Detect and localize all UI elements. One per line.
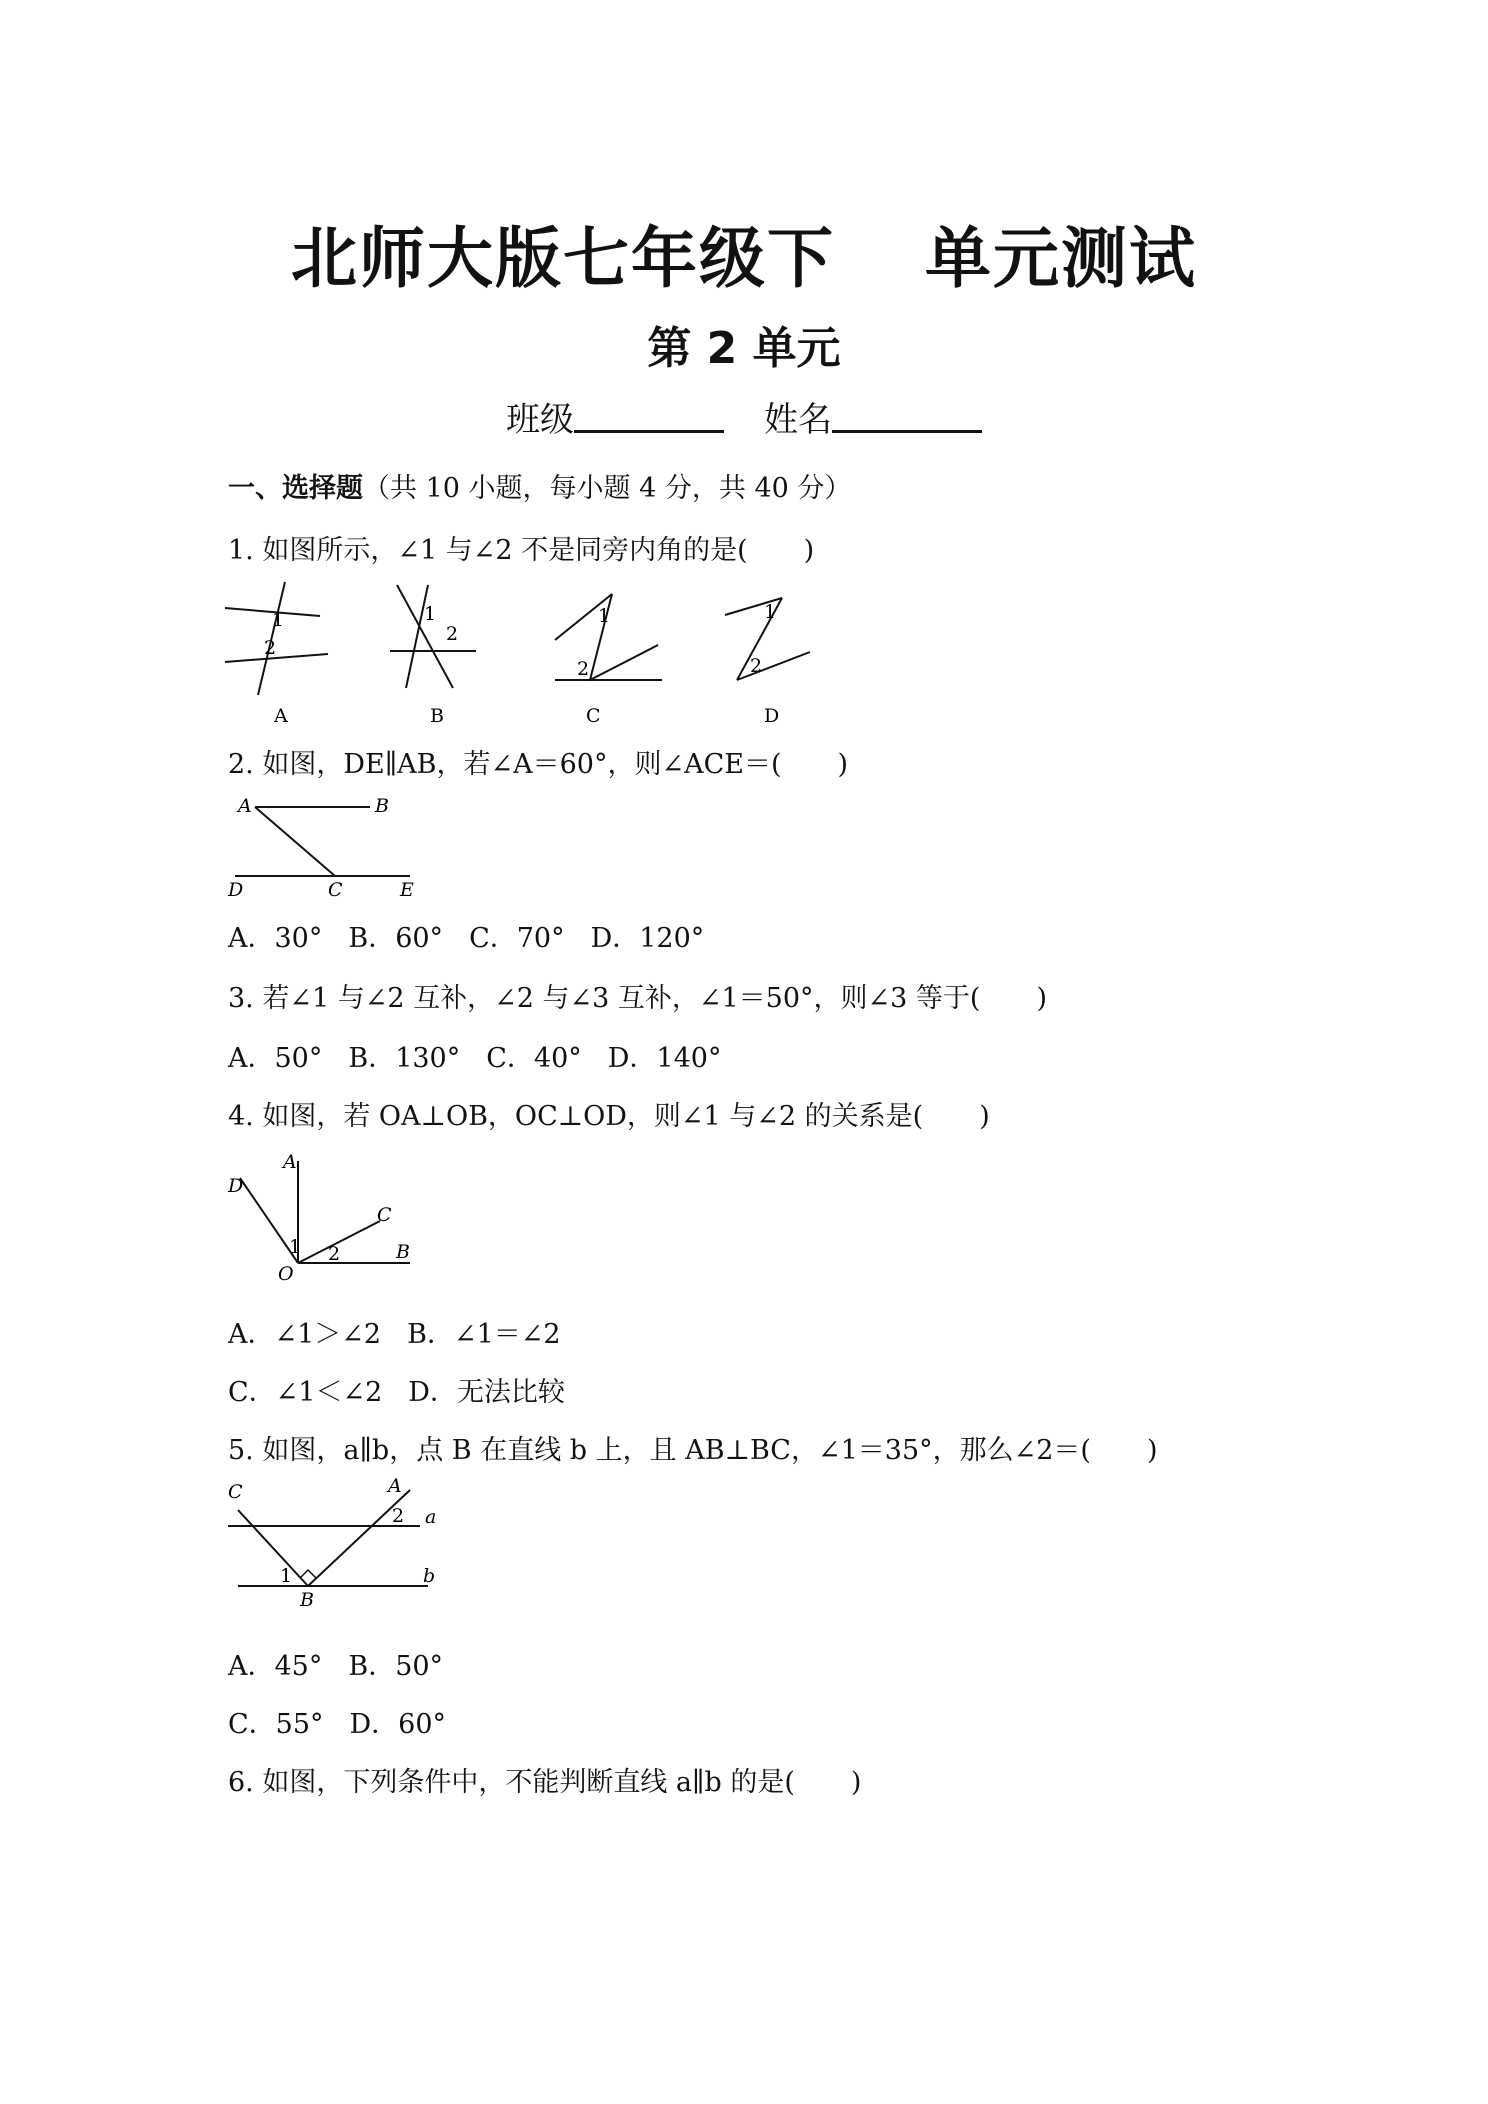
question-4 [228,1094,990,1133]
q3-option-b[interactable]: B．130° [348,1043,461,1074]
fig1c-label: C [586,705,601,727]
unit-subtitle: 第 2 单元 [647,323,841,374]
q5-line-b: b [423,1565,436,1587]
question-1-close: ) [803,535,815,566]
fig1b-angle2: 2 [446,623,459,645]
question-3 [228,976,1047,1015]
q5-option-b[interactable]: B．50° [348,1651,444,1682]
figure-1c [555,594,662,727]
figure-1a [225,582,328,727]
question-4-close: ) [979,1101,990,1132]
question-4-options-row2 [228,1370,591,1409]
question-5-options-row2 [228,1702,472,1741]
question-3-close: ) [1036,983,1047,1014]
q3-option-a[interactable]: A．50° [228,1043,323,1074]
q4-point-d: D [228,1175,244,1197]
q5-point-c: C [228,1481,243,1503]
q5-option-c[interactable]: C．55° [228,1709,324,1740]
question-4-stem: 4. 如图，若 OA⊥OB，OC⊥OD，则∠1 与∠2 的关系是( [228,1101,924,1132]
page-title [0,205,1488,300]
question-2 [228,742,848,781]
q4-point-b: B [396,1241,410,1263]
question-1-stem: 1. 如图所示，∠1 与∠2 不是同旁内角的是( [228,535,748,566]
q5-point-b: B [300,1589,314,1611]
q4-option-b[interactable]: B．∠1＝∠2 [407,1319,561,1350]
fig1a-label: A [274,705,288,727]
q4-option-c[interactable]: C．∠1＜∠2 [228,1377,383,1408]
question-4-options-row1 [228,1312,587,1351]
figure-1d [725,598,810,727]
question-2-stem: 2. 如图，DE∥AB，若∠A＝60°，则∠ACE＝( [228,749,782,780]
q4-angle2: 2 [328,1243,341,1265]
name-label: 姓名 [764,400,832,440]
question-1-figures [220,580,840,730]
fig1d-angle1: 1 [764,601,777,623]
q2-option-b[interactable]: B．60° [348,923,444,954]
q2-point-a: A [238,795,252,817]
q5-angle1: 1 [280,1565,293,1587]
q4-point-o: O [278,1263,294,1281]
student-info-line [0,392,1488,441]
fig1c-angle1: 1 [598,605,611,627]
q3-option-c[interactable]: C．40° [486,1043,582,1074]
figure-1b [390,585,476,727]
question-6-close: ) [850,1767,862,1798]
class-blank[interactable] [574,396,724,433]
section-title: 一、选择题 [228,473,363,504]
q4-option-a[interactable]: A．∠1＞∠2 [228,1319,382,1350]
class-label: 班级 [506,400,574,440]
fig1c-angle2: 2 [577,658,590,680]
question-5-close: ) [1146,1435,1158,1466]
q5-option-a[interactable]: A．45° [228,1651,323,1682]
question-5 [228,1428,1158,1467]
question-1 [228,528,814,567]
question-4-figure [220,1146,430,1281]
q2-option-d[interactable]: D．120° [590,923,705,954]
q2-option-a[interactable]: A．30° [228,923,323,954]
q4-point-a: A [283,1151,297,1173]
q2-point-e: E [400,879,414,901]
q4-option-d[interactable]: D．无法比较 [408,1377,565,1408]
fig1a-angle2: 2 [264,637,277,659]
section-note: （共 10 小题，每小题 4 分，共 40 分） [363,473,852,504]
question-6-stem: 6. 如图，下列条件中，不能判断直线 a∥b 的是( [228,1767,795,1798]
q2-point-b: B [375,795,389,817]
q5-point-a: A [388,1478,402,1497]
q2-option-c[interactable]: C．70° [469,923,565,954]
title-left: 北师大版七年级下 [291,220,835,297]
section-heading [228,466,851,505]
fig1a-angle1: 1 [272,609,285,631]
question-2-options [228,916,730,955]
fig1d-label: D [764,705,780,727]
question-5-stem: 5. 如图，a∥b，点 B 在直线 b 上，且 AB⊥BC，∠1＝35°，那么∠2＝( [228,1435,1091,1466]
q4-angle1: 1 [289,1236,302,1258]
q2-point-c: C [328,879,343,901]
fig1d-angle2: 2 [750,655,763,677]
q3-option-d[interactable]: D．140° [607,1043,722,1074]
question-2-figure [220,790,440,902]
q5-angle2: 2 [392,1505,405,1527]
name-blank[interactable] [832,396,982,433]
q2-point-d: D [228,879,244,901]
question-2-close: ) [837,749,849,780]
question-5-figure [220,1478,450,1613]
question-3-stem: 3. 若∠1 与∠2 互补，∠2 与∠3 互补，∠1＝50°，则∠3 等于( [228,983,981,1014]
title-right: 单元测试 [925,220,1197,297]
q5-option-d[interactable]: D．60° [349,1709,447,1740]
q5-line-a: a [425,1506,437,1528]
question-5-options-row1 [228,1644,469,1683]
fig1b-label: B [430,705,444,727]
question-6 [228,1760,861,1799]
q4-point-c: C [377,1204,392,1226]
fig1b-angle1: 1 [424,603,437,625]
question-3-options [228,1036,747,1075]
